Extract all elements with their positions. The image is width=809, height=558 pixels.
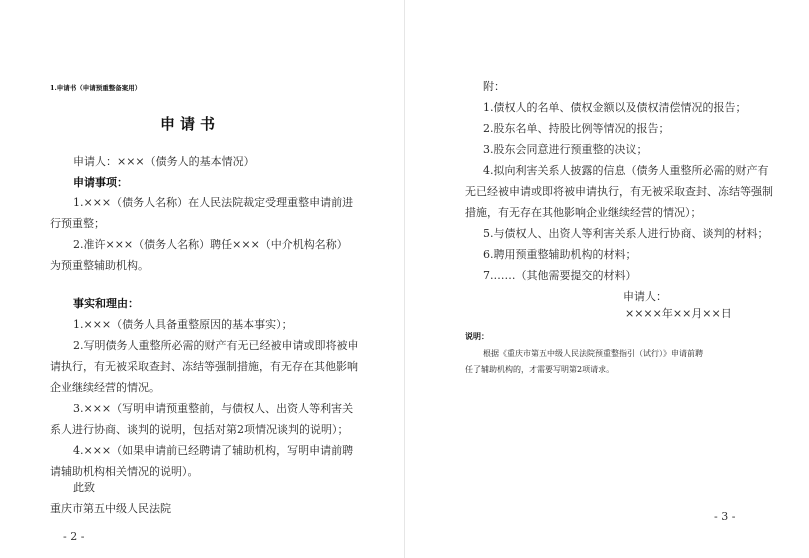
item-1-line-1: 1.×××（债务人名称）在人民法院裁定受理重整申请前进	[73, 196, 354, 209]
attachment-3: 3.股东会同意进行预重整的决议；	[483, 143, 648, 156]
fact-3-line-2: 系人进行协商、谈判的说明，包括对第2项情况谈判的说明）；	[50, 423, 349, 436]
court-name: 重庆市第五中级人民法院	[50, 502, 171, 515]
fact-3-line-1: 3.×××（写明申请预重整前，与债权人、出资人等利害关	[73, 402, 354, 415]
note-line-1: 根据《重庆市第五中级人民法院预重整指引（试行）》申请前聘	[483, 349, 703, 358]
document-header: 1.申请书（申请预重整备案用）	[50, 84, 142, 92]
facts-heading: 事实和理由：	[73, 297, 139, 310]
right-page	[405, 0, 809, 558]
attachment-7: 7.……（其他需要提交的材料）	[483, 269, 637, 282]
document-title: 申请书	[160, 115, 221, 133]
left-page	[0, 0, 404, 558]
salutation: 此致	[73, 481, 95, 494]
note-line-2: 任了辅助机构的，才需要写明第2项请求。	[465, 365, 615, 374]
applicant-signature: 申请人：	[623, 290, 667, 303]
attachment-6: 6.聘用预重整辅助机构的材料；	[483, 248, 637, 261]
applicant-line: 申请人：×××（债务人的基本情况）	[73, 155, 255, 168]
item-2-line-2: 为预重整辅助机构。	[50, 259, 149, 272]
attachment-4-line-2: 无已经被申请或即将被申请执行，有无被采取查封、冻结等强制	[465, 185, 773, 198]
attachments-heading: 附：	[483, 80, 505, 93]
attachment-2: 2.股东名单、持股比例等情况的报告；	[483, 122, 670, 135]
item-1-line-2: 行预重整；	[50, 217, 105, 230]
attachment-1: 1.债权人的名单、债权金额以及债权清偿情况的报告；	[483, 101, 747, 114]
note-label: 说明：	[465, 331, 489, 341]
fact-1: 1.×××（债务人具备重整原因的基本事实）；	[73, 318, 293, 331]
fact-2-line-1: 2.写明债务人重整所必需的财产有无已经被申请或即将被申	[73, 339, 359, 352]
fact-4-line-1: 4.×××（如果申请前已经聘请了辅助机构，写明申请前聘	[73, 444, 354, 457]
fact-2-line-3: 企业继续经营的情况。	[50, 381, 160, 394]
attachment-4-line-3: 措施，有无存在其他影响企业继续经营的情况）；	[465, 206, 702, 219]
page-number-3: - 3 -	[714, 510, 736, 523]
date-line: ××××年××月××日	[625, 307, 732, 320]
attachment-4-line-1: 4.拟向利害关系人披露的信息（债务人重整所必需的财产有	[483, 164, 769, 177]
item-2-line-1: 2.准许×××（债务人名称）聘任×××（中介机构名称）	[73, 238, 348, 251]
fact-2-line-2: 请执行，有无被采取查封、冻结等强制措施，有无存在其他影响	[50, 360, 358, 373]
items-heading: 申请事项：	[73, 176, 128, 189]
attachment-5: 5.与债权人、出资人等利害关系人进行协商、谈判的材料；	[483, 227, 769, 240]
fact-4-line-2: 请辅助机构相关情况的说明）。	[50, 465, 199, 478]
page-number-2: - 2 -	[63, 530, 85, 543]
